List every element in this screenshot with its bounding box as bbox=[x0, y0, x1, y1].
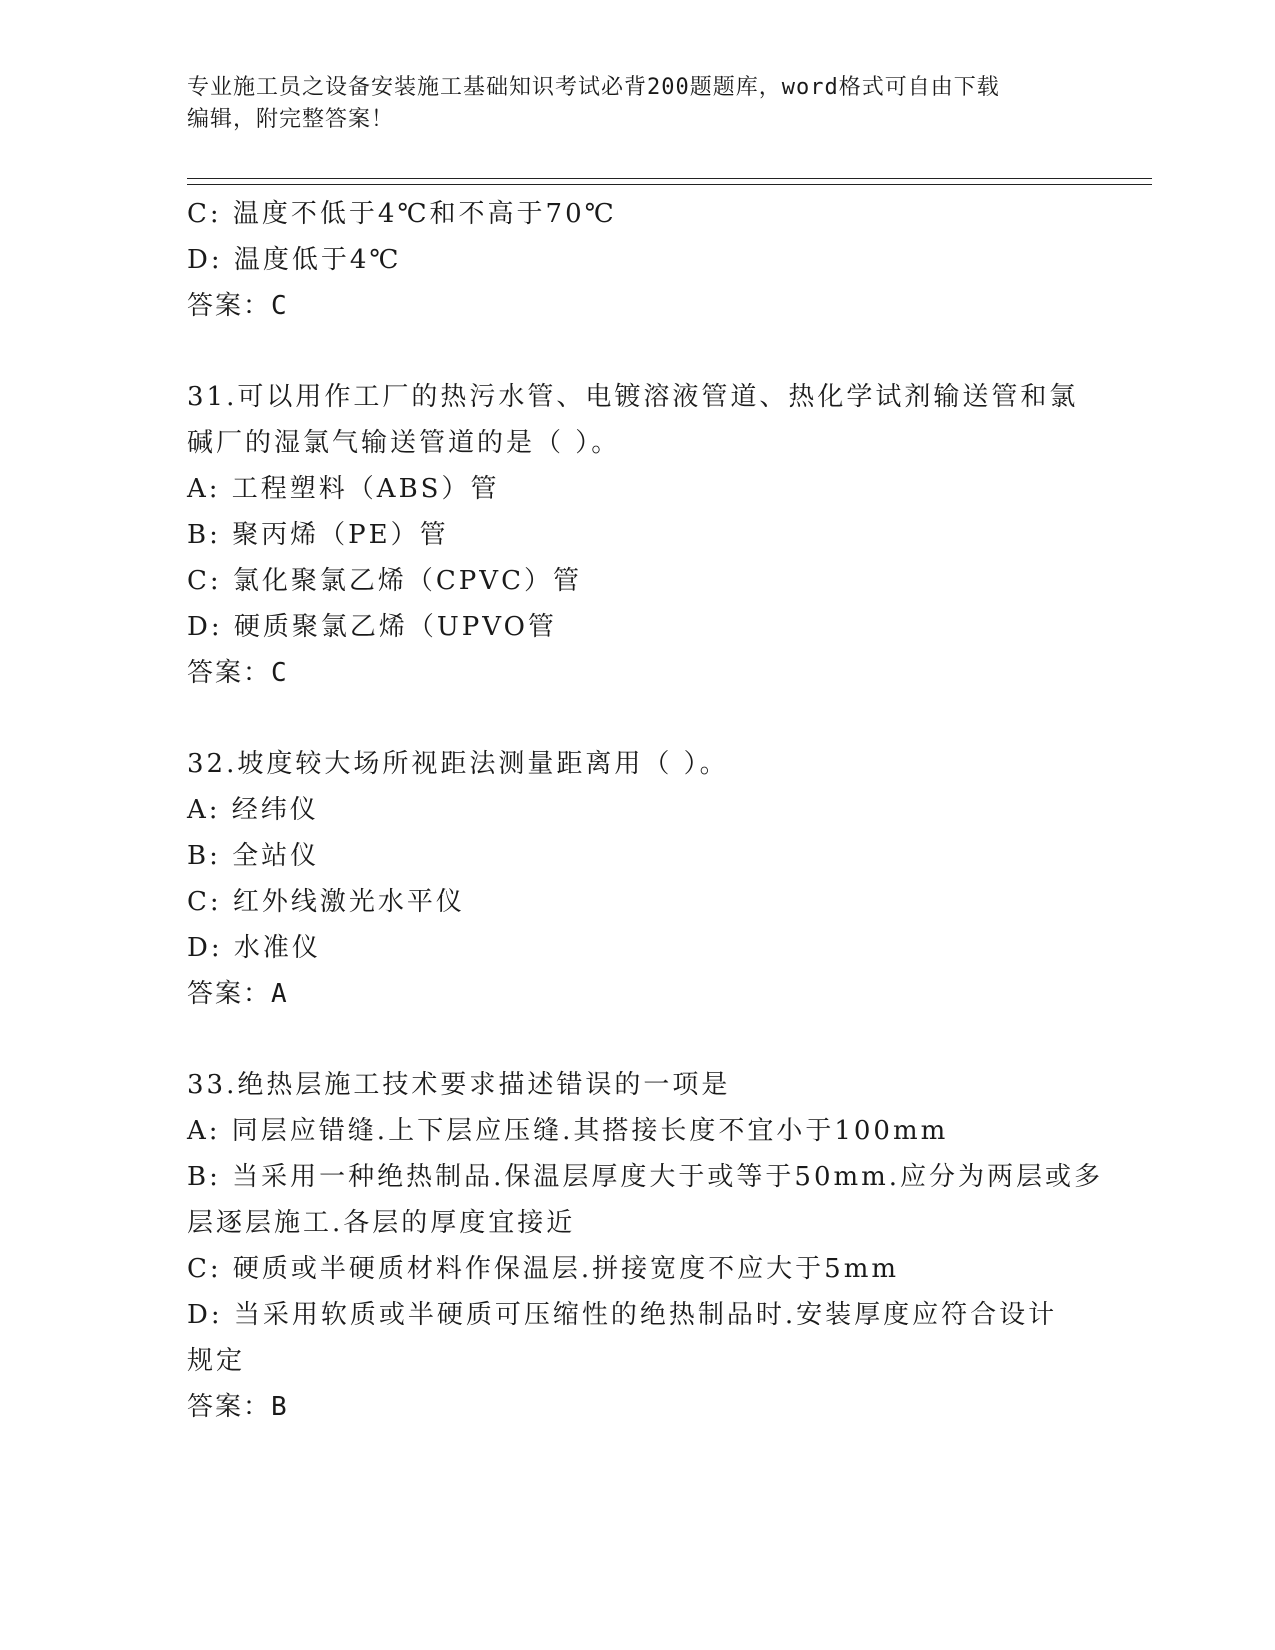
answer-label: 答案： bbox=[187, 291, 272, 321]
option-c: C: 温度不低于4℃和不高于70℃ bbox=[187, 199, 617, 229]
document-header bbox=[187, 72, 1087, 136]
answer-value: B bbox=[271, 1392, 289, 1422]
question-stem-continued: 碱厂的湿氯气输送管道的是（ ）。 bbox=[187, 428, 621, 458]
answer-line bbox=[187, 650, 1087, 696]
option-c: C: 氯化聚氯乙烯（CPVC）管 bbox=[187, 566, 582, 596]
answer-value: C bbox=[271, 658, 289, 688]
header-divider-bottom bbox=[187, 184, 1152, 185]
question-block-32 bbox=[187, 741, 1087, 1017]
option-c: C: 红外线激光水平仪 bbox=[187, 887, 465, 917]
option-a: A: 工程塑料（ABS）管 bbox=[187, 474, 500, 504]
answer-label: 答案： bbox=[187, 1392, 272, 1422]
question-block-33 bbox=[187, 1062, 1104, 1430]
question-stem: 31.可以用作工厂的热污水管、电镀溶液管道、热化学试剂输送管和氯 bbox=[187, 382, 1079, 412]
header-title-line-2: 编辑，附完整答案！ bbox=[187, 107, 395, 132]
option-c: C: 硬质或半硬质材料作保温层.拼接宽度不应大于5mm bbox=[187, 1254, 900, 1284]
answer-value: A bbox=[271, 979, 289, 1009]
option-d: D: 当采用软质或半硬质可压缩性的绝热制品时.安装厚度应符合设计 bbox=[187, 1300, 1058, 1330]
header-divider-top bbox=[187, 178, 1152, 179]
option-b: B: 当采用一种绝热制品.保温层厚度大于或等于50mm.应分为两层或多 bbox=[187, 1162, 1104, 1192]
question-list bbox=[187, 191, 1104, 1430]
answer-line bbox=[187, 971, 1087, 1017]
option-b-continued: 层逐层施工.各层的厚度宜接近 bbox=[187, 1208, 576, 1238]
option-d: D: 硬质聚氯乙烯（UPVO管 bbox=[187, 612, 557, 642]
answer-line bbox=[187, 1384, 1087, 1430]
question-block-31 bbox=[187, 374, 1087, 696]
answer-label: 答案： bbox=[187, 658, 272, 688]
option-a: A: 经纬仪 bbox=[187, 795, 319, 825]
answer-label: 答案： bbox=[187, 979, 272, 1009]
option-d-continued: 规定 bbox=[187, 1346, 246, 1376]
option-d: D: 水准仪 bbox=[187, 933, 321, 963]
question-block-30 bbox=[187, 191, 1087, 329]
option-b: B: 聚丙烯（PE）管 bbox=[187, 520, 449, 550]
option-a: A: 同层应错缝.上下层应压缝.其搭接长度不宜小于100mm bbox=[187, 1116, 949, 1146]
answer-value: C bbox=[271, 291, 289, 321]
question-stem: 33.绝热层施工技术要求描述错误的一项是 bbox=[187, 1070, 731, 1100]
option-b: B: 全站仪 bbox=[187, 841, 320, 871]
answer-line bbox=[187, 283, 1087, 329]
header-title-line-1: 专业施工员之设备安装施工基础知识考试必背200题题库，word格式可自由下载 bbox=[187, 75, 1000, 100]
question-stem: 32.坡度较大场所视距法测量距离用（ ）。 bbox=[187, 749, 729, 779]
option-d: D: 温度低于4℃ bbox=[187, 245, 402, 275]
